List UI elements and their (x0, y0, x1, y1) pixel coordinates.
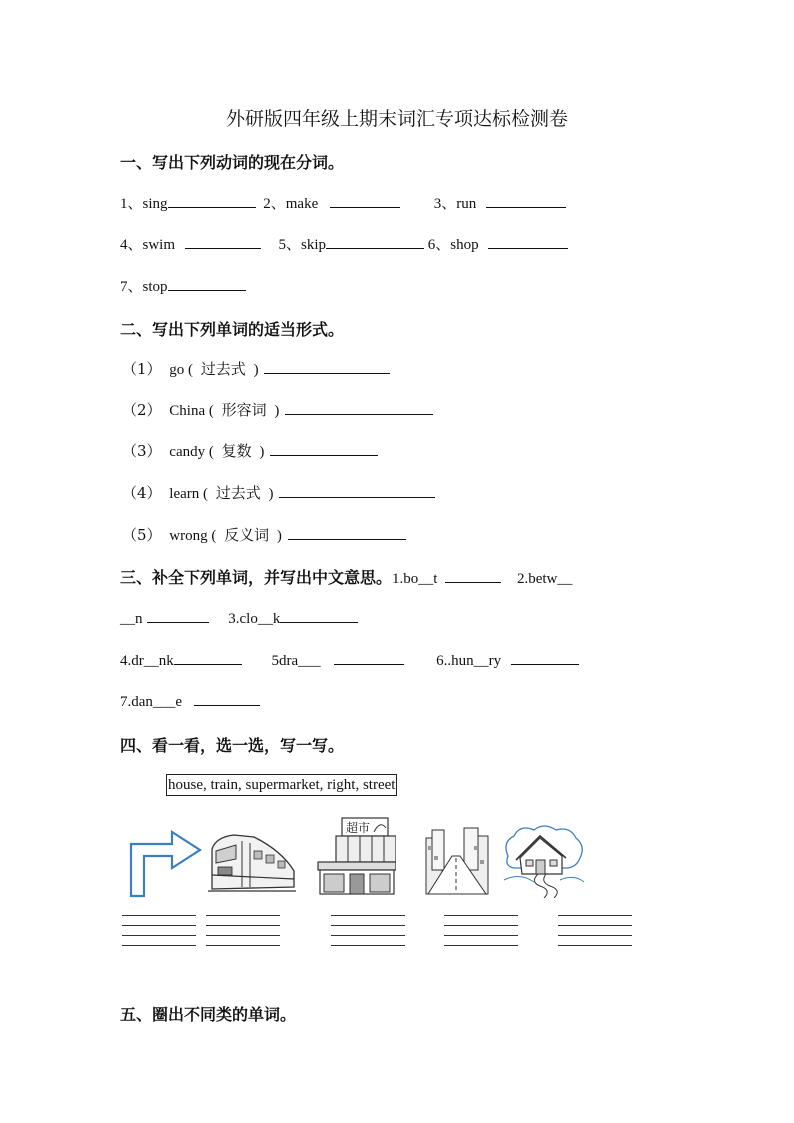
section-1-row-3 (120, 275, 246, 296)
answer-blank[interactable] (270, 441, 378, 456)
item-hint: 复数 (221, 442, 252, 460)
section-1-heading: 一、写出下列动词的现在分词。 (120, 153, 345, 172)
section-3-row-1 (120, 565, 572, 588)
section-2-item-3 (122, 440, 378, 461)
section-3-row-3 (120, 650, 579, 670)
writing-lines[interactable] (122, 906, 196, 946)
item-word: candy ( (169, 444, 214, 460)
section-4-heading: 四、看一看，选一选，写一写。 (120, 736, 345, 755)
answer-blank[interactable] (330, 193, 400, 208)
word-bank-box: house, train, supermarket, right, street (166, 774, 397, 796)
item-label: __n (120, 611, 143, 627)
answer-blank[interactable] (279, 483, 435, 498)
answer-blank[interactable] (486, 193, 566, 208)
writing-lines[interactable] (444, 906, 518, 946)
supermarket-sign-text: 超市 (346, 821, 371, 835)
answer-blank[interactable] (488, 234, 568, 249)
item-label: 1、sing (120, 196, 168, 212)
item-number: （4） (122, 484, 162, 502)
item-label: 6、shop (427, 237, 479, 253)
section-2-item-1 (122, 358, 390, 379)
item-label: 2.betw__ (516, 571, 573, 587)
house-picture (500, 822, 586, 898)
answer-blank[interactable] (264, 359, 390, 374)
train-picture (206, 829, 296, 895)
section-2-item-4 (122, 482, 435, 503)
item-label: 7.dan___e (120, 694, 183, 710)
item-label: 1.bo__t (392, 571, 438, 587)
writing-lines[interactable] (558, 906, 632, 946)
item-hint: 过去式 (200, 360, 246, 378)
section-1-row-1 (120, 192, 566, 213)
section-3-row-4 (120, 691, 260, 711)
answer-blank[interactable] (168, 276, 246, 291)
item-word: China ( (169, 403, 214, 419)
section-2-item-2 (122, 399, 433, 420)
item-close-paren: ) (253, 362, 259, 378)
section-3-heading: 三、补全下列单词，并写出中文意思。 (120, 568, 393, 587)
writing-lines[interactable] (206, 906, 280, 946)
supermarket-picture (316, 816, 396, 896)
item-label: 5dra___ (271, 653, 321, 669)
item-hint: 过去式 (215, 484, 261, 502)
answer-blank[interactable] (194, 691, 260, 706)
item-number: （2） (122, 401, 162, 419)
item-label: 3.clo__k (228, 611, 281, 627)
answer-blank[interactable] (511, 650, 579, 665)
item-close-paren: ) (274, 403, 280, 419)
item-label: 2、make (263, 196, 319, 212)
item-word: go ( (169, 362, 194, 378)
answer-blank[interactable] (285, 400, 433, 415)
section-2-heading: 二、写出下列单词的适当形式。 (120, 320, 345, 339)
item-hint: 形容词 (221, 401, 267, 419)
item-number: （5） (122, 526, 162, 544)
item-word: wrong ( (169, 528, 217, 544)
answer-blank[interactable] (334, 650, 404, 665)
item-label: 5、skip (278, 237, 327, 253)
item-label: 4、swim (120, 237, 176, 253)
item-close-paren: ) (268, 486, 274, 502)
item-number: （1） (122, 360, 162, 378)
writing-lines[interactable] (331, 906, 405, 946)
section-5-heading: 五、圈出不同类的单词。 (120, 1005, 297, 1024)
item-close-paren: ) (276, 528, 282, 544)
street-picture (424, 826, 490, 896)
answer-blank[interactable] (174, 650, 242, 665)
item-hint: 反义词 (224, 526, 270, 544)
answer-blank[interactable] (185, 234, 261, 249)
answer-blank[interactable] (280, 608, 358, 623)
item-close-paren: ) (259, 444, 265, 460)
item-label: 6..hun__ry (436, 653, 502, 669)
section-2-item-5 (122, 524, 406, 545)
item-label: 4.dr__nk (120, 653, 174, 669)
answer-blank[interactable] (168, 193, 256, 208)
section-1-row-2 (120, 233, 568, 254)
item-number: （3） (122, 442, 162, 460)
answer-blank[interactable] (445, 568, 501, 583)
answer-blank[interactable] (288, 525, 406, 540)
item-label: 7、stop (120, 279, 168, 295)
answer-blank[interactable] (326, 234, 424, 249)
right-arrow-picture (128, 826, 204, 898)
item-word: learn ( (169, 486, 209, 502)
item-label: 3、run (433, 196, 477, 212)
section-3-row-2 (120, 608, 358, 628)
page-title: 外研版四年级上期末词汇专项达标检测卷 (225, 108, 568, 130)
answer-blank[interactable] (147, 608, 209, 623)
